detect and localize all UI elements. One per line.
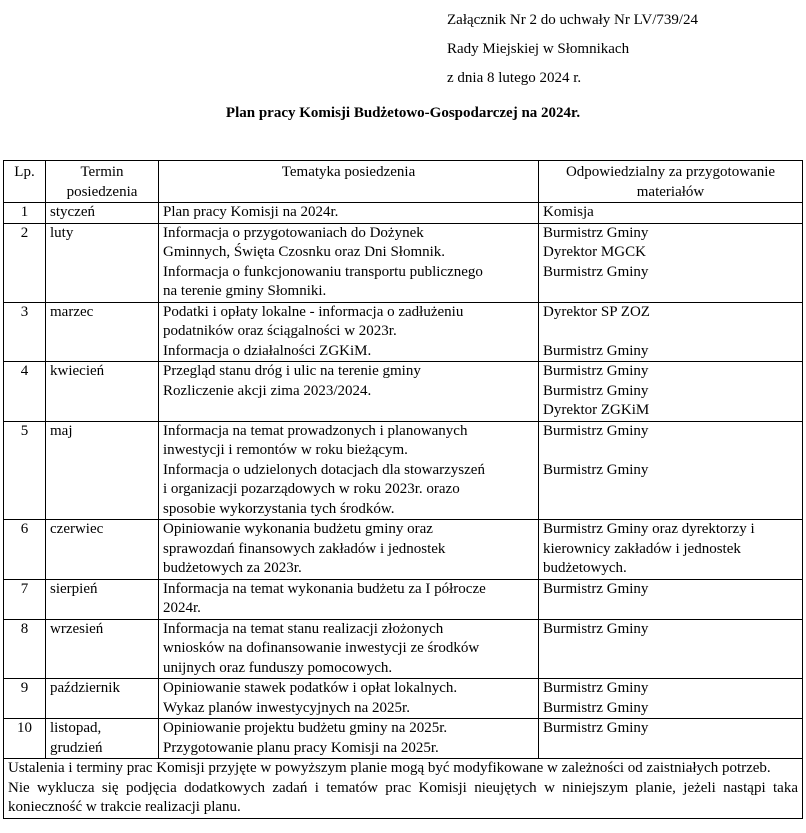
meeting-date: [46, 579, 159, 619]
meeting-topics: [159, 520, 539, 580]
topic-line: Informacja o przygotowaniach do Dożynek: [163, 224, 424, 241]
topic-line: sposobie wykorzystania tych środków.: [163, 500, 395, 517]
responsible-line: Burmistrz Gminy: [543, 224, 649, 241]
responsible-line: [543, 441, 798, 461]
responsible-line: Burmistrz Gminy: [543, 680, 649, 696]
council-line: Rady Miejskiej w Słomnikach: [447, 41, 630, 57]
topic-line: Gminnych, Święta Czosnku oraz Dni Słomnik.: [163, 244, 446, 260]
meeting-date: [46, 362, 159, 422]
table-row: [4, 223, 803, 302]
header-termin: Termin posiedzenia: [46, 161, 159, 203]
meeting-date: [46, 203, 159, 224]
table-row: [4, 421, 803, 520]
row-number: 4: [4, 362, 46, 422]
meeting-topics: [159, 302, 539, 362]
meeting-topics: [159, 362, 539, 422]
meeting-date-text: grudzień: [50, 739, 103, 756]
meeting-topics: [159, 421, 539, 520]
responsible-person: [539, 619, 803, 679]
row-number: 7: [4, 579, 46, 619]
table-header-row: [4, 161, 803, 203]
table-row: [4, 302, 803, 362]
topic-line: Przygotowanie planu pracy Komisji na 2025r.: [163, 739, 439, 756]
topic-line: sprawozdań finansowych zakładów i jednostek: [163, 540, 446, 557]
meeting-date-text: kwiecień: [50, 363, 105, 379]
meeting-topics: [159, 223, 539, 302]
table-row: [4, 579, 803, 619]
responsible-line: Burmistrz Gminy: [543, 720, 649, 736]
meeting-date-text: październik: [50, 680, 120, 696]
meeting-date: [46, 679, 159, 719]
topic-line: Informacja na temat stanu realizacji złożonych: [163, 620, 444, 637]
notes-row: [4, 759, 803, 819]
topic-line: Opiniowanie stawek podatków i opłat lokalnych.: [163, 680, 458, 696]
responsible-line: Burmistrz Gminy: [543, 580, 649, 597]
responsible-person: [539, 302, 803, 362]
table-row: [4, 619, 803, 679]
meeting-date-text: listopad,: [50, 720, 102, 736]
note-additional-tasks: Nie wyklucza się podjęcia dodatkowych zadań i tematów prac Komisji nieujętych w niniejszym planie, jeżeli nastąpi taka konieczność w trakcie realizacji planu.: [8, 779, 798, 815]
document-header: [447, 6, 698, 93]
topic-line: budżetowych za 2023r.: [163, 560, 302, 576]
responsible-line: Dyrektor SP ZOZ: [543, 303, 650, 320]
responsible-person: [539, 579, 803, 619]
meeting-date-text: marzec: [50, 303, 94, 320]
topic-line: Wykaz planów inwestycyjnych na 2025r.: [163, 699, 410, 716]
table-row: [4, 203, 803, 224]
responsible-person: [539, 421, 803, 520]
meeting-date: [46, 719, 159, 759]
meeting-date-text: luty: [50, 224, 74, 241]
table-row: [4, 719, 803, 759]
meeting-date: [46, 302, 159, 362]
topic-line: Opiniowanie projektu budżetu gminy na 2025r.: [163, 720, 448, 736]
note-modifications: Ustalenia i terminy prac Komisji przyjęte w powyższym planie mogą być modyfikowane w zależności od zaistniałych potrzeb.: [8, 760, 771, 776]
responsible-line: Burmistrz Gminy: [543, 699, 649, 716]
responsible-line: Dyrektor MGCK: [543, 244, 646, 260]
responsible-line: Komisja: [543, 204, 594, 220]
meeting-topics: [159, 619, 539, 679]
header-lp: Lp.: [4, 161, 46, 203]
responsible-line: budżetowych.: [543, 560, 627, 576]
table-row: [4, 362, 803, 422]
responsible-person: [539, 719, 803, 759]
responsible-line: Burmistrz Gminy: [543, 342, 649, 359]
meeting-date: [46, 619, 159, 679]
work-plan-table: [3, 160, 803, 819]
notes-cell: [4, 759, 803, 819]
table-row: [4, 679, 803, 719]
meeting-date: [46, 421, 159, 520]
header-odpowiedzialny: Odpowiedzialny za przygotowanie materiałów: [539, 161, 803, 203]
responsible-person: [539, 520, 803, 580]
meeting-date-text: wrzesień: [50, 620, 104, 637]
responsible-line: Dyrektor ZGKiM: [543, 402, 650, 418]
topic-line: Przegląd stanu dróg i ulic na terenie gminy: [163, 363, 421, 379]
topic-line: Informacja o funkcjonowaniu transportu publicznego: [163, 263, 483, 280]
topic-line: unijnych oraz funduszy pomocowych.: [163, 659, 393, 676]
meeting-date-text: styczeń: [50, 204, 95, 220]
topic-line: Opiniowanie wykonania budżetu gminy oraz: [163, 521, 433, 537]
row-number: 1: [4, 203, 46, 224]
meeting-topics: [159, 203, 539, 224]
meeting-topics: [159, 719, 539, 759]
topic-line: inwestycji i remontów w roku bieżącym.: [163, 442, 408, 458]
topic-line: 2024r.: [163, 600, 201, 616]
topic-line: Rozliczenie akcji zima 2023/2024.: [163, 382, 372, 399]
topic-line: na terenie gminy Słomniki.: [163, 283, 327, 299]
meeting-date: [46, 520, 159, 580]
row-number: 8: [4, 619, 46, 679]
row-number: 9: [4, 679, 46, 719]
responsible-line: [543, 322, 798, 342]
responsible-person: [539, 203, 803, 224]
responsible-line: Burmistrz Gminy: [543, 422, 649, 439]
topic-line: wniosków na dofinansowanie inwestycji ze środków: [163, 640, 480, 656]
responsible-line: Burmistrz Gminy: [543, 382, 649, 399]
responsible-line: Burmistrz Gminy: [543, 363, 649, 379]
header-tematyka: Tematyka posiedzenia: [159, 161, 539, 203]
page-title: Plan pracy Komisji Budżetowo-Gospodarczej na 2024r.: [225, 105, 581, 121]
row-number: 5: [4, 421, 46, 520]
responsible-person: [539, 223, 803, 302]
responsible-line: Burmistrz Gminy: [543, 263, 649, 280]
topic-line: Informacja na temat prowadzonych i planowanych: [163, 422, 468, 439]
row-number: 6: [4, 520, 46, 580]
meeting-date-text: czerwiec: [50, 521, 104, 537]
responsible-line: Burmistrz Gminy: [543, 620, 649, 637]
attachment-line: Załącznik Nr 2 do uchwały Nr LV/739/24: [447, 12, 699, 28]
topic-line: Informacja na temat wykonania budżetu za I półrocze: [163, 580, 486, 597]
responsible-person: [539, 679, 803, 719]
responsible-person: [539, 362, 803, 422]
topic-line: podatników oraz ściągalności w 2023r.: [163, 323, 397, 339]
meeting-topics: [159, 679, 539, 719]
topic-line: Informacja o działalności ZGKiM.: [163, 342, 372, 359]
meeting-topics: [159, 579, 539, 619]
row-number: 3: [4, 302, 46, 362]
row-number: 2: [4, 223, 46, 302]
responsible-line: Burmistrz Gminy oraz dyrektorzy i: [543, 521, 755, 537]
topic-line: Podatki i opłaty lokalne - informacja o zadłużeniu: [163, 303, 464, 320]
date-line: z dnia 8 lutego 2024 r.: [447, 70, 582, 86]
topic-line: Plan pracy Komisji na 2024r.: [163, 204, 339, 220]
meeting-date-text: sierpień: [50, 580, 98, 597]
topic-line: i organizacji pozarządowych w roku 2023r. orazo: [163, 481, 460, 497]
row-number: 10: [4, 719, 46, 759]
meeting-date-text: maj: [50, 422, 73, 439]
table-row: [4, 520, 803, 580]
meeting-date: [46, 223, 159, 302]
topic-line: Informacja o udzielonych dotacjach dla stowarzyszeń: [163, 461, 485, 478]
responsible-line: kierownicy zakładów i jednostek: [543, 540, 741, 557]
responsible-line: Burmistrz Gminy: [543, 461, 649, 478]
